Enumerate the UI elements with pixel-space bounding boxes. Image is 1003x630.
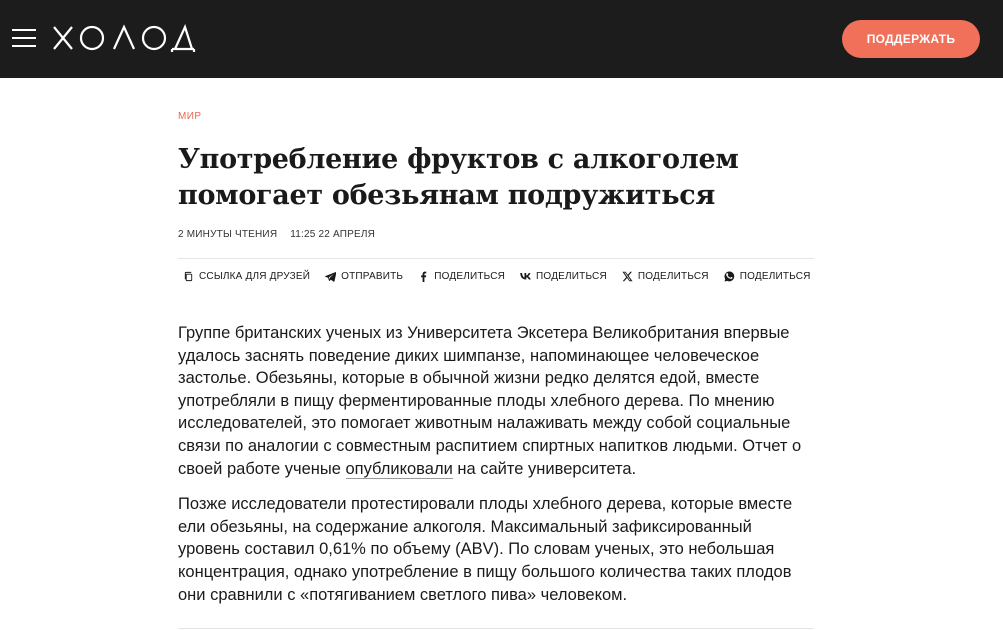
- article-meta: [178, 229, 375, 240]
- paragraph: Позже исследователи протестировали плоды хлебного дерева, которые вместе ели обезьяны, на содержание алкоголя. Максимальный зафиксированный уровень составил 0,61% по объему (ABV). По словам ученых, это небольшая концентрация, однако употребление в пищу большого количества таких плодов они сравнили с «потягиванием светлого пива» человеком.: [178, 495, 793, 604]
- published-link[interactable]: опубликовали: [345, 459, 453, 478]
- reading-time: 2 МИНУТЫ ЧТЕНИЯ: [178, 229, 278, 240]
- rubric-link[interactable]: МИР: [178, 111, 202, 122]
- site-logo[interactable]: [52, 24, 198, 52]
- publish-datetime: 11:25 22 АПРЕЛЯ: [290, 229, 376, 240]
- share-label: ПОДЕЛИТЬСЯ: [739, 271, 811, 282]
- share-label: ПОДЕЛИТЬСЯ: [637, 271, 709, 282]
- share-label: ПОДЕЛИТЬСЯ: [434, 271, 506, 282]
- share-label: ССЫЛКА ДЛЯ ДРУЗЕЙ: [199, 271, 311, 282]
- share-copy-link[interactable]: [183, 271, 310, 282]
- share-vk[interactable]: [520, 271, 607, 282]
- facebook-icon: [418, 271, 429, 282]
- article-body: [178, 322, 818, 619]
- divider: [178, 628, 814, 629]
- copy-link-icon: [183, 271, 194, 282]
- share-facebook[interactable]: [418, 271, 505, 282]
- share-label: ПОДЕЛИТЬСЯ: [536, 271, 607, 282]
- whatsapp-icon: [724, 271, 735, 282]
- site-header: [0, 0, 1003, 78]
- share-telegram[interactable]: [325, 271, 403, 282]
- share-bar: [178, 258, 814, 299]
- telegram-icon: [325, 271, 336, 282]
- article-title: Употребление фруктов с алкоголем помогает обезьянам подружиться: [178, 144, 739, 211]
- support-button[interactable]: ПОДДЕРЖАТЬ: [842, 20, 980, 58]
- vk-icon: [520, 271, 531, 282]
- share-label: ОТПРАВИТЬ: [341, 271, 404, 282]
- hamburger-icon[interactable]: [12, 27, 36, 49]
- x-icon: [622, 271, 633, 282]
- share-whatsapp[interactable]: [724, 271, 811, 282]
- paragraph: Группе британских ученых из Университета Эксетера Великобритания впервые удалось заснять поведение диких шимпанзе, напоминающее человеческое застолье. Обезьяны, которые в обычной жизни редко делятся едой, вместе употребляли в пищу ферментированные плоды хлебного дерева. По мнению исследователей, это помогает животным налаживать между собой социальные связи по аналогии с совместным распитием спиртных напитков людьми. Отчет о своей работе ученые опубликовали на сайте университета.: [178, 324, 802, 478]
- share-x[interactable]: [622, 271, 709, 282]
